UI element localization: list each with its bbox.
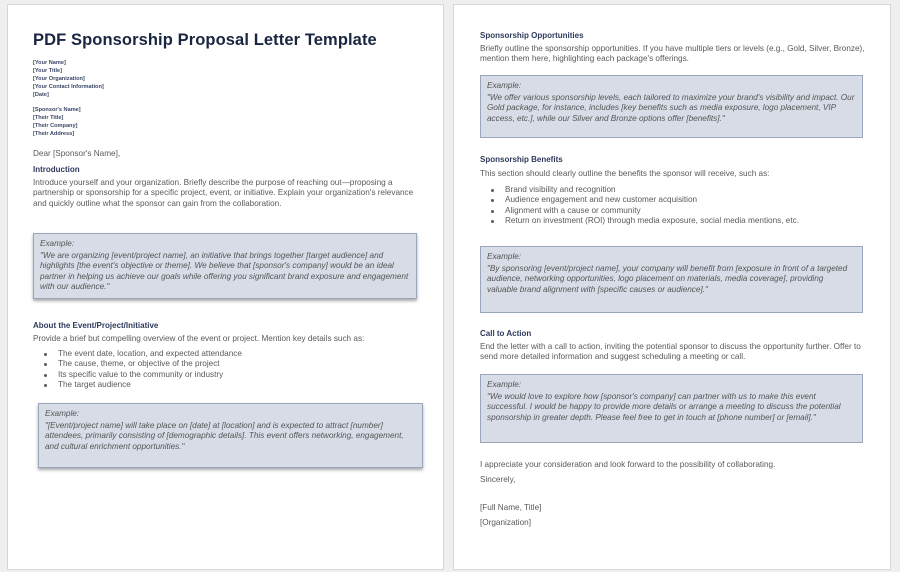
opportunities-example-box — [480, 75, 863, 138]
introduction-example-box — [33, 233, 417, 299]
document-page-2 — [453, 4, 891, 570]
call-to-action-example-box — [480, 374, 863, 443]
sender-organization: [Your Organization] — [33, 75, 85, 82]
heading-introduction: Introduction — [33, 165, 80, 174]
about-event-bullets — [33, 349, 242, 391]
bullet-item: The event date, location, and expected attendance — [58, 349, 242, 358]
recipient-address: [Their Address] — [33, 130, 75, 137]
recipient-title: [Their Title] — [33, 114, 64, 121]
example-text: "[Event/project name] will take place on [date] at [location] and is expected to attract [number] attendees, primarily consisting of [demographic details]. This event offers networking, engagement, and cultural enrichment opportunities." — [45, 421, 404, 451]
example-label: Example: — [487, 380, 522, 389]
heading-opportunities: Sponsorship Opportunities — [480, 31, 584, 40]
sender-contact: [Your Contact Information] — [33, 83, 104, 90]
bullet-item: Alignment with a cause or community — [505, 206, 799, 216]
document-page-1 — [7, 4, 444, 570]
bullet-item: Brand visibility and recognition — [505, 185, 799, 195]
sender-title: [Your Title] — [33, 67, 63, 74]
signature-name-title: [Full Name, Title] — [480, 503, 542, 512]
opportunities-body: Briefly outline the sponsorship opportunities. If you have multiple tiers or levels (e.g., Gold, Silver, Bronze), mention them here, highlighting each package's offerings. — [480, 44, 865, 64]
bullet-item: Audience engagement and new customer acquisition — [505, 195, 799, 205]
page-title: PDF Sponsorship Proposal Letter Template — [33, 31, 377, 49]
heading-about-event: About the Event/Project/Initiative — [33, 321, 159, 330]
bullet-item: Its specific value to the community or industry — [58, 370, 242, 380]
sender-date: [Date] — [33, 91, 49, 98]
recipient-company: [Their Company] — [33, 122, 78, 129]
benefits-example-box — [480, 246, 863, 313]
heading-benefits: Sponsorship Benefits — [480, 155, 563, 164]
example-label: Example: — [487, 252, 522, 261]
closing-line: I appreciate your consideration and look forward to the possibility of collaborating. — [480, 460, 776, 469]
example-label: Example: — [40, 239, 75, 248]
recipient-name: [Sponsor's Name] — [33, 107, 81, 113]
bullet-item: The cause, theme, or objective of the project — [58, 359, 242, 369]
example-text: "We would love to explore how [sponsor's company] can partner with us to make this event successful. I would be happy to provide more details or arrange a meeting to discuss the potential sponsorship in greater depth. Please feel free to get in touch at [phone number] or [email]." — [487, 392, 841, 422]
call-to-action-body: End the letter with a call to action, inviting the potential sponsor to discuss the opportunity further. Offer to send more detailed information and suggest scheduling a meeting or call. — [480, 342, 861, 362]
example-label: Example: — [487, 81, 522, 90]
example-label: Example: — [45, 409, 80, 418]
example-text: "We are organizing [event/project name], an initiative that brings together [target audience] and highlights [the event's objective or theme]. We believe that [sponsor's company] would be an ideal partner in helping us achieve our goals while offering you significant brand exposure and engagement with our audience." — [40, 251, 409, 292]
bullet-item: Return on investment (ROI) through media exposure, social media mentions, etc. — [505, 216, 799, 226]
bullet-item: The target audience — [58, 380, 242, 390]
recipient-block — [33, 107, 81, 139]
heading-call-to-action: Call to Action — [480, 329, 532, 338]
benefits-body: This section should clearly outline the benefits the sponsor will receive, such as: — [480, 169, 770, 178]
signoff: Sincerely, — [480, 475, 516, 484]
example-text: "By sponsoring [event/project name], your company will benefit from [exposure in front of a targeted audience, networking opportunities, logo placement on materials, media coverage], providing valuable brand alignment with [specific causes or audience]." — [487, 264, 848, 294]
benefits-bullets — [480, 185, 799, 227]
sender-name: [Your Name] — [33, 60, 66, 66]
about-event-example-box — [38, 403, 423, 468]
signature-organization: [Organization] — [480, 518, 531, 527]
introduction-body: Introduce yourself and your organization. Briefly describe the purpose of reaching out—proposing a partnership or sponsorship for a specific project, event, or initiative. Explain your organization's relevance and quickly outline what the sponsor can gain from the collaboration. — [33, 178, 414, 208]
sender-block — [33, 60, 104, 100]
salutation: Dear [Sponsor's Name], — [33, 149, 121, 158]
about-event-body: Provide a brief but compelling overview of the event or project. Mention key details such as: — [33, 334, 365, 343]
example-text: "We offer various sponsorship levels, each tailored to maximize your brand's visibility and impact. Our Gold package, for instance, includes [key benefits such as media exposure, logo placement, VIP access, etc.], while our Silver and Bronze options offer [benefits]." — [487, 93, 855, 123]
